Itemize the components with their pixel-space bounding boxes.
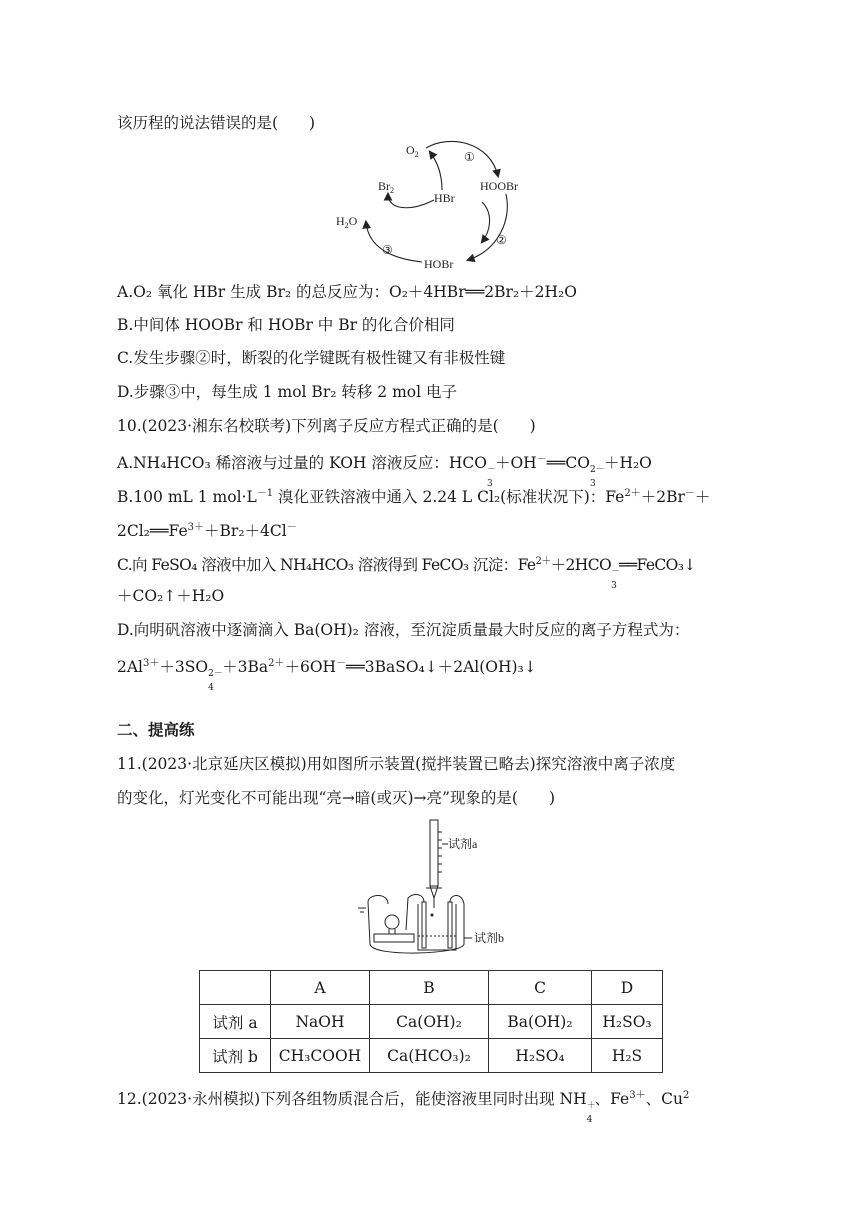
q10-option-b-line1: B.100 mL 1 $mol\cdot L^{-1}$ 溴化亚铁溶液中通入 2.24 L Cl₂(标准状况下)：$Fe^{2+}+2Br^-+$ <box>117 488 711 507</box>
step2-label: ② <box>496 233 507 247</box>
step1-label: ① <box>464 150 475 164</box>
table-cell: H₂SO₄ <box>489 1039 592 1073</box>
table-row <box>200 1005 663 1039</box>
reaction-cycle-diagram <box>330 132 540 272</box>
table-cell: H₂SO₃ <box>592 1005 663 1039</box>
q10-option-c-line2: ＋CO₂↑＋H₂O <box>117 587 225 605</box>
q10-option-d-line1: D.向明矾溶液中逐滴滴入 Ba(OH)₂ 溶液，至沉淀质量最大时反应的离子方程式为： <box>117 621 690 639</box>
table-cell: Ca(HCO₃)₂ <box>370 1039 489 1073</box>
table-cell: H₂S <box>592 1039 663 1073</box>
reagent-table <box>199 970 663 1073</box>
hbr-label: HBr <box>434 191 455 205</box>
q11-stem-line2: 的变化，灯光变化不可能出现“亮→暗(或灭)→亮”现象的是( ) <box>117 789 556 807</box>
o2-label: $O_2$ <box>406 143 419 159</box>
table-header-cell: A <box>271 971 370 1005</box>
table-header-row <box>200 971 663 1005</box>
q10-stem: 10.(2023·湘东名校联考)下列离子反应方程式正确的是( ) <box>117 417 536 435</box>
table-cell: 试剂 b <box>200 1039 271 1073</box>
table-cell: Ba(OH)₂ <box>489 1005 592 1039</box>
q10-option-a: A.NH₄HCO₃ 稀溶液与过量的 KOH 溶液反应：HCO － 3 ＋OH－══CO 2－ 3 ＋H₂O <box>117 454 652 490</box>
hoobr-label: HOOBr <box>480 179 518 193</box>
h2o-label: $H_2O$ <box>336 214 358 230</box>
q11-stem-line1: 11.(2023·北京延庆区模拟)用如图所示装置(搅拌装置已略去)探究溶液中离子浓度 <box>117 755 676 773</box>
table-cell: CH₃COOH <box>271 1039 370 1073</box>
q10-option-d-line2: $2Al^{3+}+3SO$ 2－ 4 $+3Ba^{2+}+6OH^-══3BaSO_4↓+2Al(OH)_3↓$ <box>117 658 537 694</box>
table-cell: NaOH <box>271 1005 370 1039</box>
q10-option-b-line2: $2Cl_2══Fe^{3+}+Br_2+4Cl^-$ <box>117 522 297 541</box>
reagent-b-label: 试剂b <box>474 931 505 945</box>
section-heading: 二、提高练 <box>117 720 195 739</box>
table-header-cell: C <box>489 971 592 1005</box>
hobr-label: HOBr <box>424 257 454 271</box>
q12-stem: 12.(2023·永州模拟)下列各组物质混合后，能使溶液里同时出现 NH ＋ 4 、$Fe^{3+}$、Cu$^2$ <box>117 1090 690 1126</box>
q9-stem-tail: 该历程的说法错误的是( ) <box>117 114 316 132</box>
table-header-cell <box>200 971 271 1005</box>
q10-option-c-line1: C.向 FeSO₄ 溶液中加入 NH₄HCO₃ 溶液得到 FeCO₃ 沉淀：$Fe^{2+}+2HCO$ － 3 ══FeCO₃↓ <box>117 556 696 592</box>
q9-option-b: B.中间体 HOOBr 和 HOBr 中 Br 的化合价相同 <box>117 316 455 334</box>
conductivity-apparatus <box>352 818 522 963</box>
q9-option-c: C.发生步骤②时，断裂的化学键既有极性键又有非极性键 <box>117 349 506 367</box>
table-header-cell: D <box>592 971 663 1005</box>
q9-option-d: D.步骤③中，每生成 1 mol Br₂ 转移 2 mol 电子 <box>117 383 458 401</box>
reagent-a-label: 试剂a <box>448 837 478 851</box>
table-cell: Ca(OH)₂ <box>370 1005 489 1039</box>
table-header-cell: B <box>370 971 489 1005</box>
q9-option-a: A.O₂ 氧化 HBr 生成 Br₂ 的总反应为：O₂＋4HBr══2Br₂＋2H₂O <box>117 283 577 301</box>
br2-label: $Br_2$ <box>378 179 394 195</box>
table-cell: 试剂 a <box>200 1005 271 1039</box>
step3-label: ③ <box>382 243 393 257</box>
table-row <box>200 1039 663 1073</box>
